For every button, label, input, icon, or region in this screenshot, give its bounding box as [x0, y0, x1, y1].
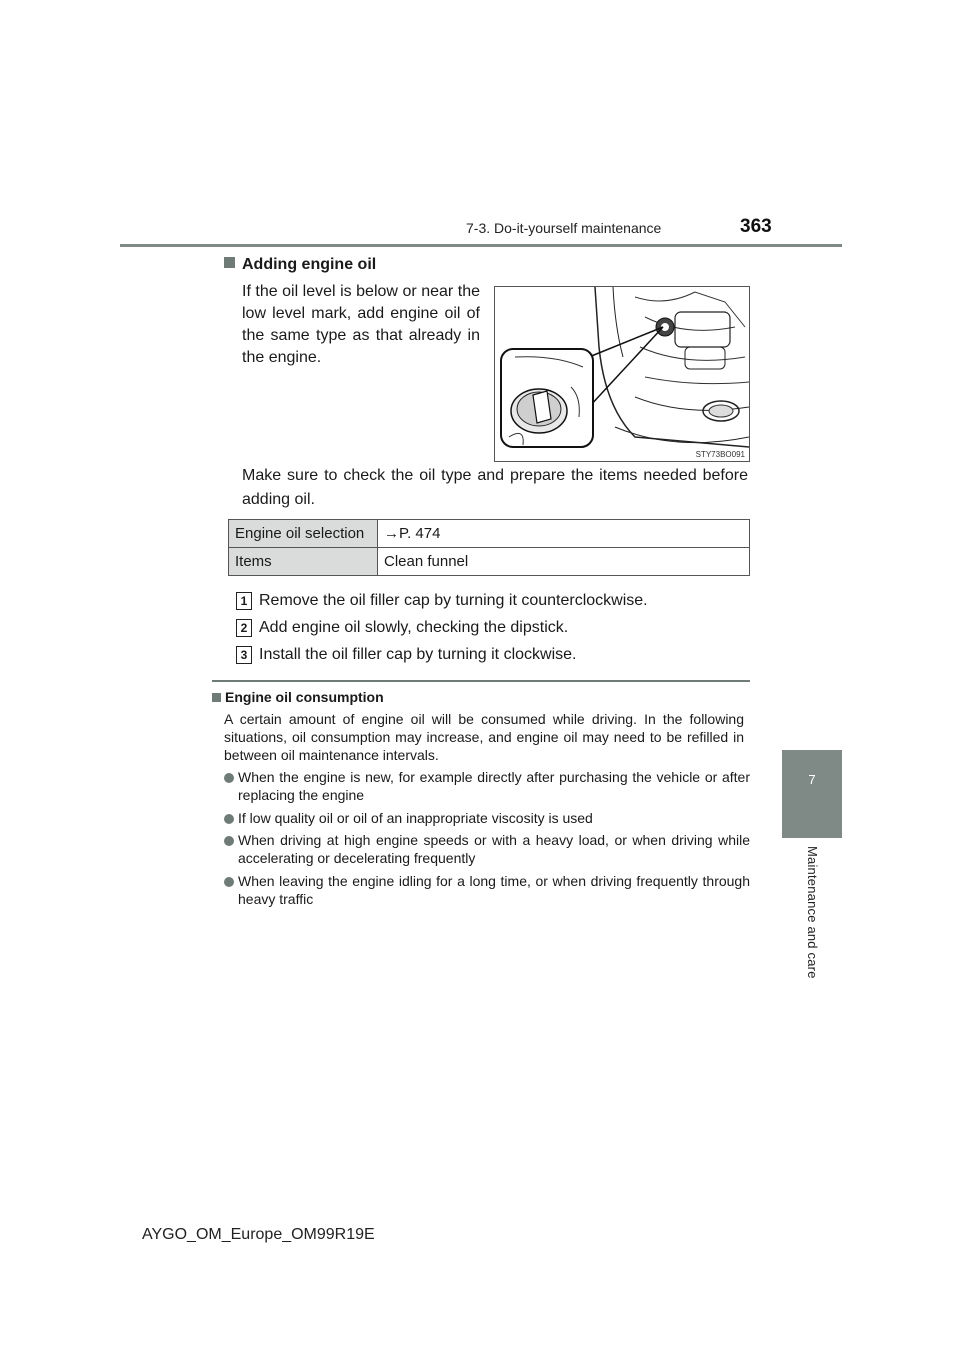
square-bullet-icon — [224, 257, 235, 268]
section-divider — [212, 680, 750, 682]
chapter-number: 7 — [808, 772, 816, 787]
note-paragraph: A certain amount of engine oil will be consumed while driving. In the following situations, oil consumption may increase, and engine oil may need to be refilled in between oil maintenance intervals. — [224, 711, 744, 763]
list-item-text: When the engine is new, for example directly after purchasing the vehicle or after replacing the engine — [238, 769, 750, 803]
requirements-table — [228, 519, 750, 576]
list-item — [224, 872, 750, 908]
engine-bay-drawing — [495, 287, 749, 461]
table-row — [229, 548, 750, 576]
table-value: →P. 474 — [378, 520, 750, 548]
figure-code: STY73BO091 — [695, 450, 745, 459]
table-row — [229, 520, 750, 548]
note-title-text: Engine oil consumption — [225, 689, 384, 705]
table-key: Items — [229, 548, 378, 576]
list-item-text: If low quality oil or oil of an inappropriate viscosity is used — [238, 810, 593, 826]
step-number-badge: 2 — [236, 619, 252, 637]
list-item-text: When driving at high engine speeds or with a heavy load, or when driving while accelerating or decelerating frequently — [238, 832, 750, 866]
square-bullet-icon — [212, 693, 221, 702]
section-title-text: Adding engine oil — [242, 256, 377, 273]
list-item-text: When leaving the engine idling for a long time, or when driving frequently through heavy traffic — [238, 873, 750, 907]
circle-bullet-icon — [224, 836, 234, 846]
step-item — [236, 592, 648, 610]
list-item — [224, 831, 750, 867]
step-item — [236, 619, 568, 637]
step-text: Remove the oil filler cap by turning it counterclockwise. — [259, 592, 648, 610]
circle-bullet-icon — [224, 877, 234, 887]
header-divider — [120, 244, 842, 247]
section-title — [224, 256, 376, 274]
step-item — [236, 646, 576, 664]
step-number-badge: 3 — [236, 646, 252, 664]
circle-bullet-icon — [224, 814, 234, 824]
note-title — [212, 689, 384, 705]
section-heading: 7-3. Do-it-yourself maintenance — [466, 220, 662, 236]
circle-bullet-icon — [224, 773, 234, 783]
engine-oil-cap-illustration — [494, 286, 750, 462]
intro-paragraph: If the oil level is below or near the low level mark, add engine oil of the same type as that already in the engine. — [242, 283, 480, 366]
table-value: Clean funnel — [378, 548, 750, 576]
document-id: AYGO_OM_Europe_OM99R19E — [142, 1226, 375, 1243]
chapter-tab — [782, 750, 842, 838]
list-item — [224, 809, 750, 827]
step-text: Install the oil filler cap by turning it clockwise. — [259, 646, 577, 664]
step-number-badge: 1 — [236, 592, 252, 610]
chapter-title: Maintenance and care — [805, 846, 820, 979]
list-item — [224, 768, 750, 804]
step-text: Add engine oil slowly, checking the dipstick. — [259, 619, 569, 637]
preparation-paragraph: Make sure to check the oil type and prepare the items needed before adding oil. — [242, 467, 748, 508]
page-number: 363 — [740, 216, 772, 237]
table-key: Engine oil selection — [229, 520, 378, 548]
